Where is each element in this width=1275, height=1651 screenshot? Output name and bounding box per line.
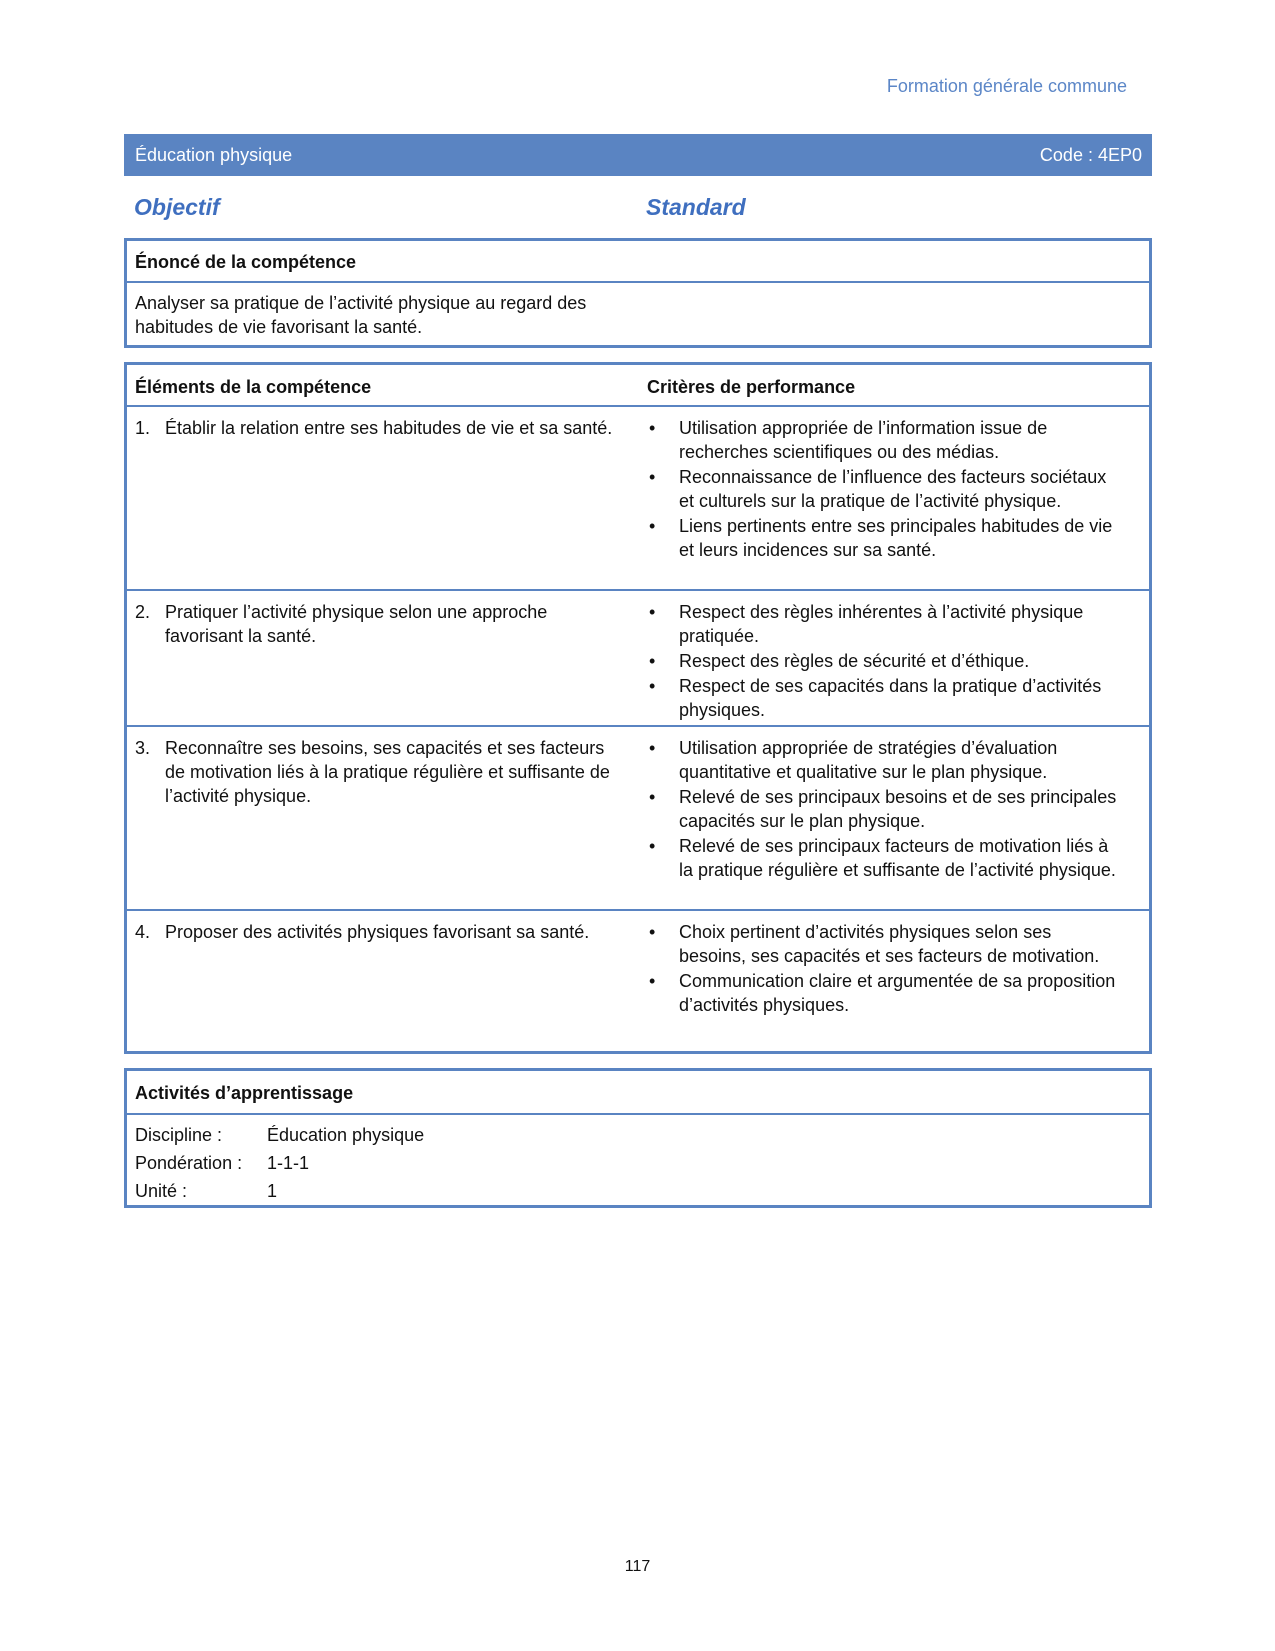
critere-item: • Respect de ses capacités dans la pratique d’activités physiques. xyxy=(647,674,1117,722)
page-header: Formation générale commune xyxy=(886,76,1127,96)
unite-value: 1 xyxy=(267,1180,278,1201)
header-criteres: Critères de performance xyxy=(647,377,856,397)
element-number: 1. xyxy=(135,418,151,438)
element-cell xyxy=(135,600,625,648)
element-number: 3. xyxy=(135,738,151,758)
critere-item: • Relevé de ses principaux facteurs de motivation liés à la pratique régulière et suffisante de l’activité physique. xyxy=(647,834,1117,882)
element-text: Reconnaître ses besoins, ses capacités et ses facteurs de motivation liés à la pratique régulière et suffisante de l’activité physique. xyxy=(165,738,610,806)
unite-label: Unité : xyxy=(135,1180,188,1201)
element-text: Établir la relation entre ses habitudes de vie et sa santé. xyxy=(165,418,613,438)
enonce-text: Analyser sa pratique de l’activité physique au regard des habitudes de vie favorisant la santé. xyxy=(135,293,587,337)
banner-discipline: Éducation physique xyxy=(135,144,293,165)
critere-item: • Respect des règles inhérentes à l’activité physique pratiquée. xyxy=(647,600,1117,648)
table-row xyxy=(127,407,1149,591)
critere-item: • Reconnaissance de l’influence des facteurs sociétaux et culturels sur la pratique de l’activité physique. xyxy=(647,465,1117,513)
element-text: Proposer des activités physiques favorisant sa santé. xyxy=(165,922,590,942)
activites-box xyxy=(124,1068,1152,1208)
critere-item: • Choix pertinent d’activités physiques selon ses besoins, ses capacités et ses facteurs de motivation. xyxy=(647,920,1117,968)
unite-line xyxy=(135,1177,1141,1205)
element-text: Pratiquer l’activité physique selon une approche favorisant la santé. xyxy=(165,602,548,646)
elements-table xyxy=(124,362,1152,1054)
enonce-title: Énoncé de la compétence xyxy=(127,241,1149,283)
element-number: 2. xyxy=(135,602,151,622)
element-number: 4. xyxy=(135,922,151,942)
ponderation-line xyxy=(135,1149,1141,1177)
banner-code: Code : 4EP0 xyxy=(1039,144,1142,165)
criteres-list xyxy=(647,920,1117,1018)
objectif-heading: Objectif xyxy=(134,194,220,220)
discipline-label: Discipline : xyxy=(135,1124,223,1145)
table-row xyxy=(127,727,1149,911)
discipline-value: Éducation physique xyxy=(267,1124,425,1145)
critere-item: • Relevé de ses principaux besoins et de ses principales capacités sur le plan physique. xyxy=(647,785,1117,833)
table-row xyxy=(127,591,1149,727)
ponderation-value: 1-1-1 xyxy=(267,1152,310,1173)
table-row xyxy=(127,911,1149,1047)
critere-item: • Respect des règles de sécurité et d’éthique. xyxy=(647,649,1117,673)
element-cell xyxy=(135,416,625,440)
objectif-standard-headings xyxy=(134,194,1134,222)
activites-details xyxy=(127,1115,1149,1205)
critere-item: • Utilisation appropriée de stratégies d’évaluation quantitative et qualitative sur le plan physique. xyxy=(647,736,1117,784)
course-banner xyxy=(124,134,1152,176)
elements-table-header xyxy=(127,365,1149,407)
critere-item: • Communication claire et argumentée de sa proposition d’activités physiques. xyxy=(647,969,1117,1017)
criteres-list xyxy=(647,416,1117,563)
header-elements: Éléments de la compétence xyxy=(135,377,372,397)
discipline-line xyxy=(135,1121,1141,1149)
activites-title: Activités d’apprentissage xyxy=(127,1071,1149,1115)
element-cell xyxy=(135,736,625,808)
page-number: 117 xyxy=(624,1558,651,1575)
enonce-box xyxy=(124,238,1152,348)
standard-heading: Standard xyxy=(646,194,746,220)
element-cell xyxy=(135,920,625,944)
criteres-list xyxy=(647,600,1117,723)
criteres-list xyxy=(647,736,1117,883)
critere-item: • Utilisation appropriée de l’information issue de recherches scientifiques ou des médias. xyxy=(647,416,1117,464)
critere-item: • Liens pertinents entre ses principales habitudes de vie et leurs incidences sur sa santé. xyxy=(647,514,1117,562)
ponderation-label: Pondération : xyxy=(135,1152,243,1173)
